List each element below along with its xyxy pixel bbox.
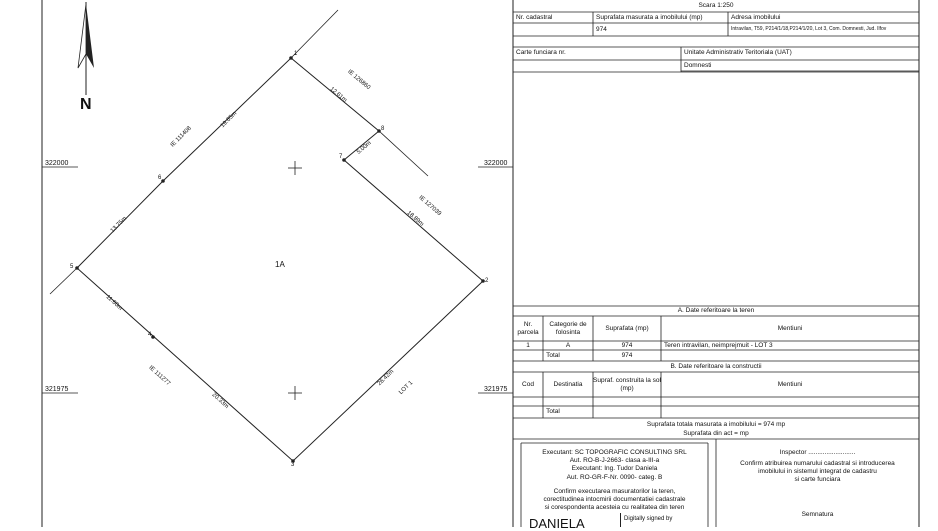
neighbor-lot-label: LOT 1 xyxy=(398,380,415,396)
nr-cadastral-value xyxy=(513,23,593,36)
constructii-header-destinatia: Destinatia xyxy=(553,380,583,388)
adresa-value: Intravilan, T59, P214/1/18,P214/1/20, Lot 3, Com. Domnesti, Jud. Ilfov xyxy=(731,25,887,32)
edge-length-label: 18.89m xyxy=(405,210,425,228)
edge-length-label: 5.00m xyxy=(356,140,373,156)
teren-total-value: 974 xyxy=(621,351,633,359)
teren-row-mentiuni: Teren intravilan, neimprejmuit - LOT 3 xyxy=(664,341,773,349)
teren-header-suprafata: Suprafata (mp) xyxy=(605,324,649,332)
edge-length-label: 19.65m xyxy=(219,110,239,130)
inspector-title: Inspector .......................... xyxy=(779,449,856,457)
coord-label-321975-left: 321975 xyxy=(45,386,69,393)
inspector-confirm-line2: imobilului in sistemul integrat de cadastru xyxy=(758,468,877,476)
suprafata-totala-text: Suprafata totala masurata a imobilului = 974 mp xyxy=(646,420,786,428)
suprafata-act-text: Suprafata din act = mp xyxy=(683,429,749,437)
neighbor-ie-label: IE 111408 xyxy=(169,125,193,149)
signature-name: DANIELA xyxy=(529,516,585,531)
nr-cadastral-header: Nr. cadastral xyxy=(516,13,553,21)
vertex-label: 3 xyxy=(291,462,295,468)
edge-length-label: 11.60m xyxy=(104,294,124,312)
constructii-total-label: Total xyxy=(546,408,560,416)
constructii-header-mentiuni: Mentiuni xyxy=(777,380,803,388)
coord-label-322000-right: 322000 xyxy=(484,160,508,167)
vertex-label: 6 xyxy=(158,175,162,181)
scale-text: Scara 1:250 xyxy=(698,2,734,10)
constructii-header-suprafata: Supraf. construita la sol (mp) xyxy=(593,377,661,392)
coord-label-322000-left: 322000 xyxy=(45,160,69,167)
coord-label-321975-right: 321975 xyxy=(484,386,508,393)
executant-authorization: Aut. RO-B-J-2663- clasa a-III-a xyxy=(569,457,660,465)
executant-confirm-line2: corectitudinea intocmirii documentatiei cadastrale xyxy=(543,496,686,504)
teren-row-nr: 1 xyxy=(526,341,530,349)
teren-row-suprafata: 974 xyxy=(621,341,633,349)
vertex-label: 4 xyxy=(148,332,152,338)
vertex-label: 7 xyxy=(339,154,343,160)
teren-header-categorie: Categorie de folosinta xyxy=(549,321,587,336)
north-label: N xyxy=(80,96,92,113)
parcel-label: 1A xyxy=(275,260,285,269)
suprafata-value: 974 xyxy=(596,25,607,33)
suprafata-header: Suprafata masurata a imobilului (mp) xyxy=(596,13,703,21)
edge-length-label: 13.75m xyxy=(109,215,129,235)
executant-confirm-line3: si corespondenta acesteia cu realitatea din teren xyxy=(544,504,685,512)
executant-company: Executant: SC TOPOGRAFIC CONSULTING SRL xyxy=(542,449,687,457)
uat-label: Unitate Administrativ Teritoriala (UAT) xyxy=(684,49,792,57)
edge-length-label: 26.42m xyxy=(376,368,396,388)
constructii-header-cod: Cod xyxy=(522,380,534,388)
vertex-label: 8 xyxy=(381,126,385,132)
semnatura-label: Semnatura xyxy=(801,510,834,518)
vertex-label: 2 xyxy=(485,278,489,284)
inspector-confirm-line3: si carte funciara xyxy=(794,476,841,484)
neighbor-ie-label: IE 126860 xyxy=(346,68,372,92)
signature-divider xyxy=(620,513,621,527)
uat-value: Domnesti xyxy=(684,61,712,69)
teren-row-categorie: A xyxy=(565,341,571,349)
executant-engineer: Executant: Ing. Tudor Daniela xyxy=(571,465,658,473)
carte-funciara-label: Carte funciara nr. xyxy=(516,49,566,57)
neighbor-ie-label: IE 111277 xyxy=(147,364,172,388)
teren-header-nr: Nr. parcela xyxy=(517,321,539,336)
edge-length-label: 20.33m xyxy=(210,392,230,410)
teren-header-mentiuni: Mentiuni xyxy=(777,324,803,332)
vertex-label: 1 xyxy=(294,51,298,57)
constructii-section-title: B. Date referitoare la constructii xyxy=(670,362,762,370)
neighbor-ie-label: IE 127039 xyxy=(417,194,442,218)
inspector-confirm-line1: Confirm atribuirea numarului cadastral si introducerea xyxy=(740,460,895,468)
executant-engineer-authorization: Aut. RO-GR-F-Nr. 0090- categ. B xyxy=(566,474,663,482)
adresa-header: Adresa imobilului xyxy=(731,13,781,21)
edge-length-label: 12.61m xyxy=(328,86,348,104)
executant-confirm-line1: Confirm executarea masuratorilor la teren, xyxy=(553,488,676,496)
teren-section-title: A. Date referitoare la teren xyxy=(677,307,755,315)
teren-total-label: Total xyxy=(546,351,560,359)
digital-signature-note: Digitally signed by xyxy=(624,516,673,522)
vertex-label: 5 xyxy=(70,264,74,270)
